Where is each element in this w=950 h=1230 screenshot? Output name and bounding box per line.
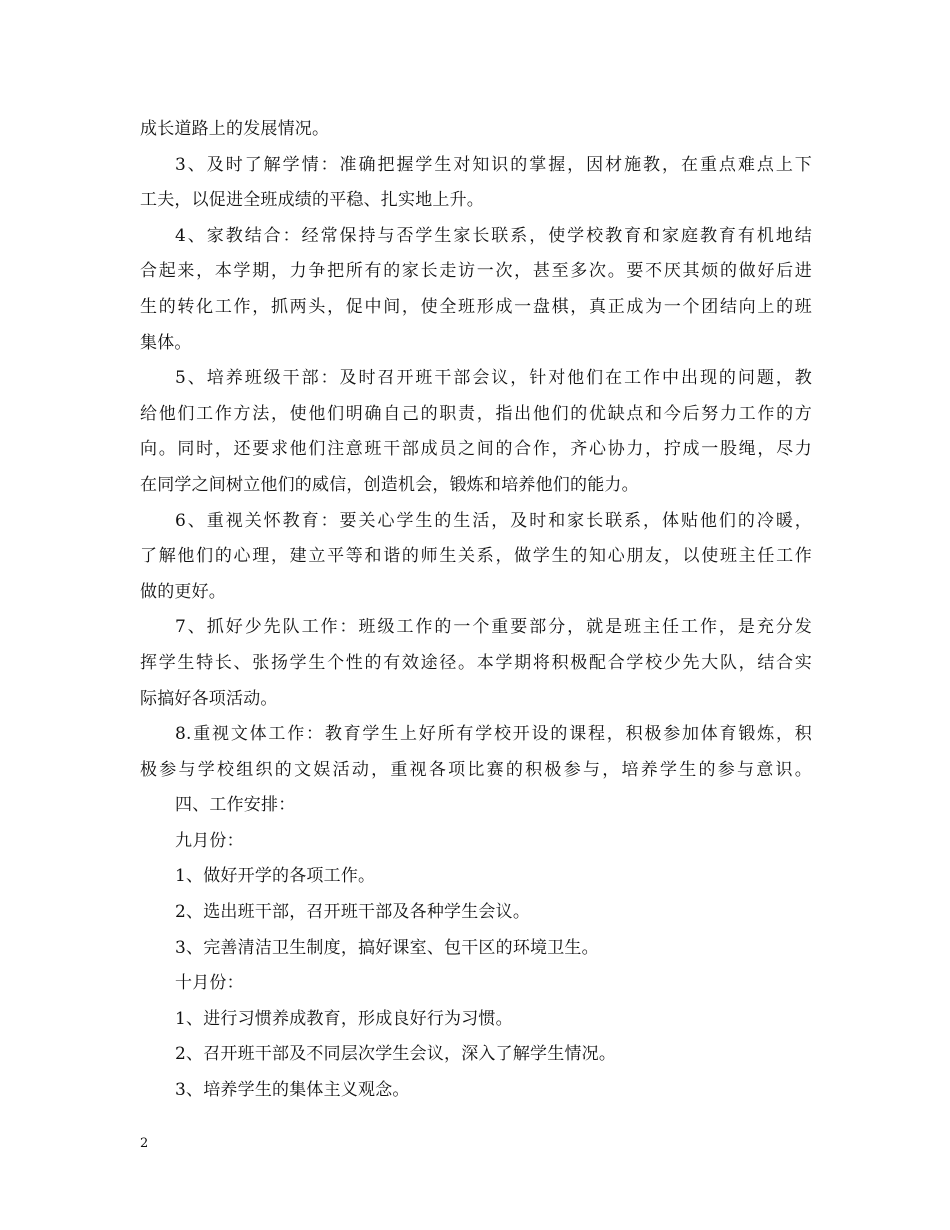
text-line: 8.重视文体工作：教育学生上好所有学校开设的课程，积极参加体育锻炼，积 (175, 724, 812, 745)
text-line: 3、培养学生的集体主义观念。 (175, 1080, 410, 1101)
text-line: 合起来，本学期，力争把所有的家长走访一次，甚至多次。要不厌其烦的做好后进 (140, 261, 812, 282)
text-line: 四、工作安排： (175, 795, 296, 816)
text-line: 了解他们的心理，建立平等和谐的师生关系，做学生的知心朋友，以使班主任工作 (140, 546, 812, 567)
text-line: 成长道路上的发展情况。 (140, 119, 330, 139)
text-line: 2、选出班干部，召开班干部及各种学生会议。 (175, 902, 531, 923)
text-line: 5、培养班级干部：及时召开班干部会议，针对他们在工作中出现的问题，教 (175, 368, 812, 389)
text-line: 在同学之间树立他们的威信，创造机会，锻炼和培养他们的能力。 (140, 474, 639, 495)
text-line: 3、及时了解学情：准确把握学生对知识的掌握，因材施教，在重点难点上下 (175, 154, 812, 175)
text-line: 生的转化工作，抓两头，促中间，使全班形成一盘棋，真正成为一个团结向上的班 (140, 296, 812, 317)
text-line: 1、进行习惯养成教育，形成良好行为习惯。 (175, 1008, 513, 1029)
text-line: 挥学生特长、张扬学生个性的有效途径。本学期将积极配合学校少先大队，结合实 (140, 652, 812, 673)
text-line: 6、重视关怀教育：要关心学生的生活，及时和家长联系，体贴他们的冷暖， (175, 510, 812, 531)
text-line: 3、完善清洁卫生制度，搞好课室、包干区的环境卫生。 (175, 937, 599, 958)
text-line: 7、抓好少先队工作：班级工作的一个重要部分，就是班主任工作，是充分发 (175, 617, 812, 638)
text-line: 2、召开班干部及不同层次学生会议，深入了解学生情况。 (175, 1044, 617, 1065)
document-body (140, 112, 812, 1109)
text-line: 4、家教结合：经常保持与否学生家长联系，使学校教育和家庭教育有机地结 (175, 225, 812, 246)
text-line: 十月份： (175, 973, 244, 994)
text-line: 1、做好开学的各项工作。 (175, 866, 376, 887)
text-line: 集体。 (140, 332, 192, 353)
text-line: 际搞好各项活动。 (140, 688, 278, 709)
text-line: 极参与学校组织的文娱活动，重视各项比赛的积极参与，培养学生的参与意识。 (140, 759, 812, 780)
text-line: 给他们工作方法，使他们明确自己的职责，指出他们的优缺点和今后努力工作的方 (140, 403, 812, 424)
page-number: 2 (140, 1136, 149, 1151)
text-line: 工夫，以促进全班成绩的平稳、扎实地上升。 (140, 190, 484, 211)
text-line: 向。同时，还要求他们注意班干部成员之间的合作，齐心协力，拧成一股绳，尽力 (140, 439, 812, 460)
text-line: 九月份： (175, 830, 244, 851)
text-line: 做的更好。 (140, 581, 226, 602)
